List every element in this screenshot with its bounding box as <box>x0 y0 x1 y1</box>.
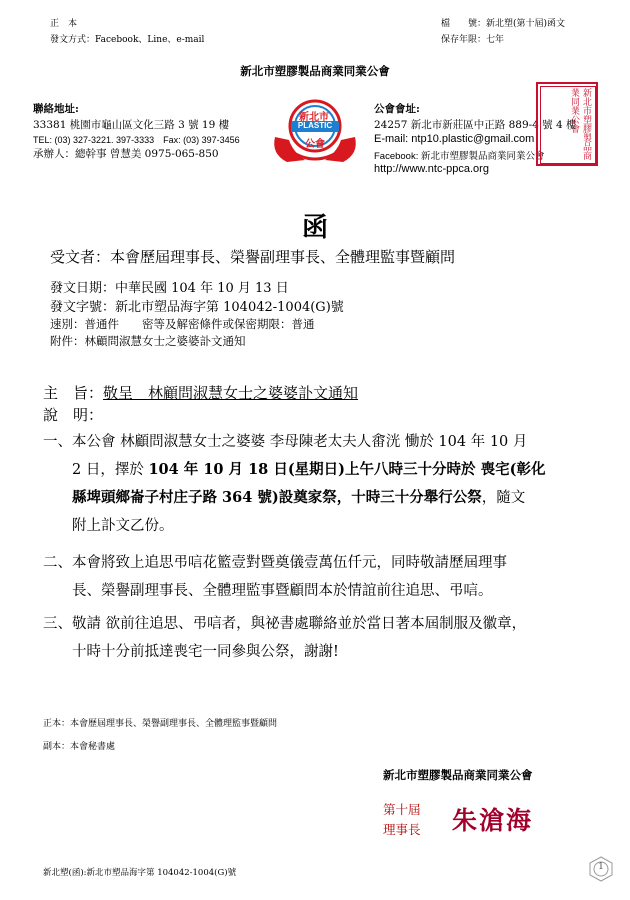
logo-bottom-text: 公會 <box>305 139 325 150</box>
item1-line2-b: 104 年 10 月 18 日(星期日)上午八時三十分時於 喪宅(彰化 <box>148 461 546 478</box>
contact-label: 聯絡地址: <box>33 103 79 115</box>
signature-org: 新北市塑膠製品商業同業公會 <box>383 768 533 782</box>
item1-line4: 附上訃文乙份。 <box>72 518 174 534</box>
office-facebook: Facebook: 新北市塑膠製品商業同業公會 <box>374 151 545 162</box>
signature-term: 第十屆 <box>383 802 421 817</box>
dispatch-date: 發文日期：中華民國 104 年 10 月 13 日 <box>50 281 289 296</box>
item3-line1: 三、敬請 欲前往追思、弔唁者，與祕書處聯絡並於當日著本屆制服及徽章， <box>43 616 527 632</box>
retention-period: 保存年限：七年 <box>441 35 505 45</box>
contact-phone: TEL: (03) 327-3221. 397-3333 Fax: (03) 397-3456 <box>33 135 240 145</box>
item2-line2: 長、榮譽副理事長、全體理監事暨顧問本於情誼前往追思、弔唁。 <box>72 583 493 599</box>
attachment: 附件：林顧問淑慧女士之婆婆訃文通知 <box>50 334 246 348</box>
cc-main: 正本：本會歷屆理事長、榮譽副理事長、全體理監事暨顧問 <box>43 719 278 729</box>
footer-reference: 新北塑(函):新北市塑品海字第 104042-1004(G)號 <box>43 868 237 878</box>
official-seal <box>536 82 598 166</box>
signature-title-block <box>383 800 433 840</box>
subject-value: 敬呈 林顧問淑慧女士之婆婆訃文通知 <box>103 384 359 402</box>
document-title: 函 <box>301 213 328 243</box>
item1-line2 <box>72 458 545 479</box>
recipient-line <box>50 246 455 267</box>
dispatch-number: 發文字號：新北市塑品海字第 104042-1004(G)號 <box>50 300 344 315</box>
subject-label: 主 旨： <box>43 384 104 402</box>
item2-line1: 二、本會將致上追思弔唁花籃壹對暨奠儀壹萬伍仟元，同時敬請歷屆理事 <box>43 555 507 571</box>
speed-classification: 速別：普通件 密等及解密條件或保密期限：普通 <box>50 317 315 331</box>
explanation-label: 說 明： <box>43 406 104 424</box>
org-name-heading: 新北市塑膠製品商業同業公會 <box>240 64 390 78</box>
logo-top-text: 新北市 <box>299 112 329 123</box>
association-logo <box>265 92 365 172</box>
item1-line3 <box>72 486 525 507</box>
office-address: 24257 新北市新莊區中正路 889-4 號 4 樓 <box>374 119 577 131</box>
item1-line3-b: ，隨文 <box>481 490 526 506</box>
office-website[interactable]: http://www.ntc-ppca.org <box>374 163 489 175</box>
office-label: 公會會址: <box>374 103 420 115</box>
office-email: E-mail: ntp10.plastic@gmail.com <box>374 133 535 145</box>
item3-line2: 十時十分前抵達喪宅一同參與公祭，謝謝! <box>72 644 339 660</box>
item1-line2-a: 2 日，擇於 <box>72 462 149 478</box>
item1-line1: 一、本公會 林顧問淑慧女士之婆婆 李母陳老太夫人畬洸 慟於 104 年 10 月 <box>43 434 528 450</box>
dispatch-method: 發文方式：Facebook、Line、e-mail <box>50 35 205 45</box>
file-number: 檔 號：新北塑(第十屆)函文 <box>441 19 566 29</box>
cc-copy: 副本：本會秘書處 <box>43 742 116 752</box>
chairman-signature: 朱滄海 <box>452 806 534 835</box>
logo-band-text: PLASTIC <box>297 121 333 130</box>
signature-role: 理事長 <box>383 822 421 837</box>
recipient-value: 本會歷屆理事長、榮譽副理事長、全體理監事暨顧問 <box>110 248 456 266</box>
recipient-label: 受文者： <box>50 248 111 266</box>
handler: 承辦人：總幹事 曾慧美 0975-065-850 <box>33 148 219 160</box>
seal-text: 新北市塑膠製品商業同業公會 <box>569 88 591 160</box>
item1-line3-a: 縣埤頭鄉崙子村庄子路 364 號)設奠家祭，十時三十分舉行公祭 <box>72 489 482 506</box>
page-number-badge <box>588 856 614 882</box>
contact-address: 33381 桃園市龜山區文化三路 3 號 19 樓 <box>33 119 230 131</box>
subject-line <box>43 382 358 403</box>
logo-graphic <box>265 92 365 172</box>
copy-type: 正 本 <box>50 19 78 29</box>
page-number: 1 <box>598 862 604 872</box>
